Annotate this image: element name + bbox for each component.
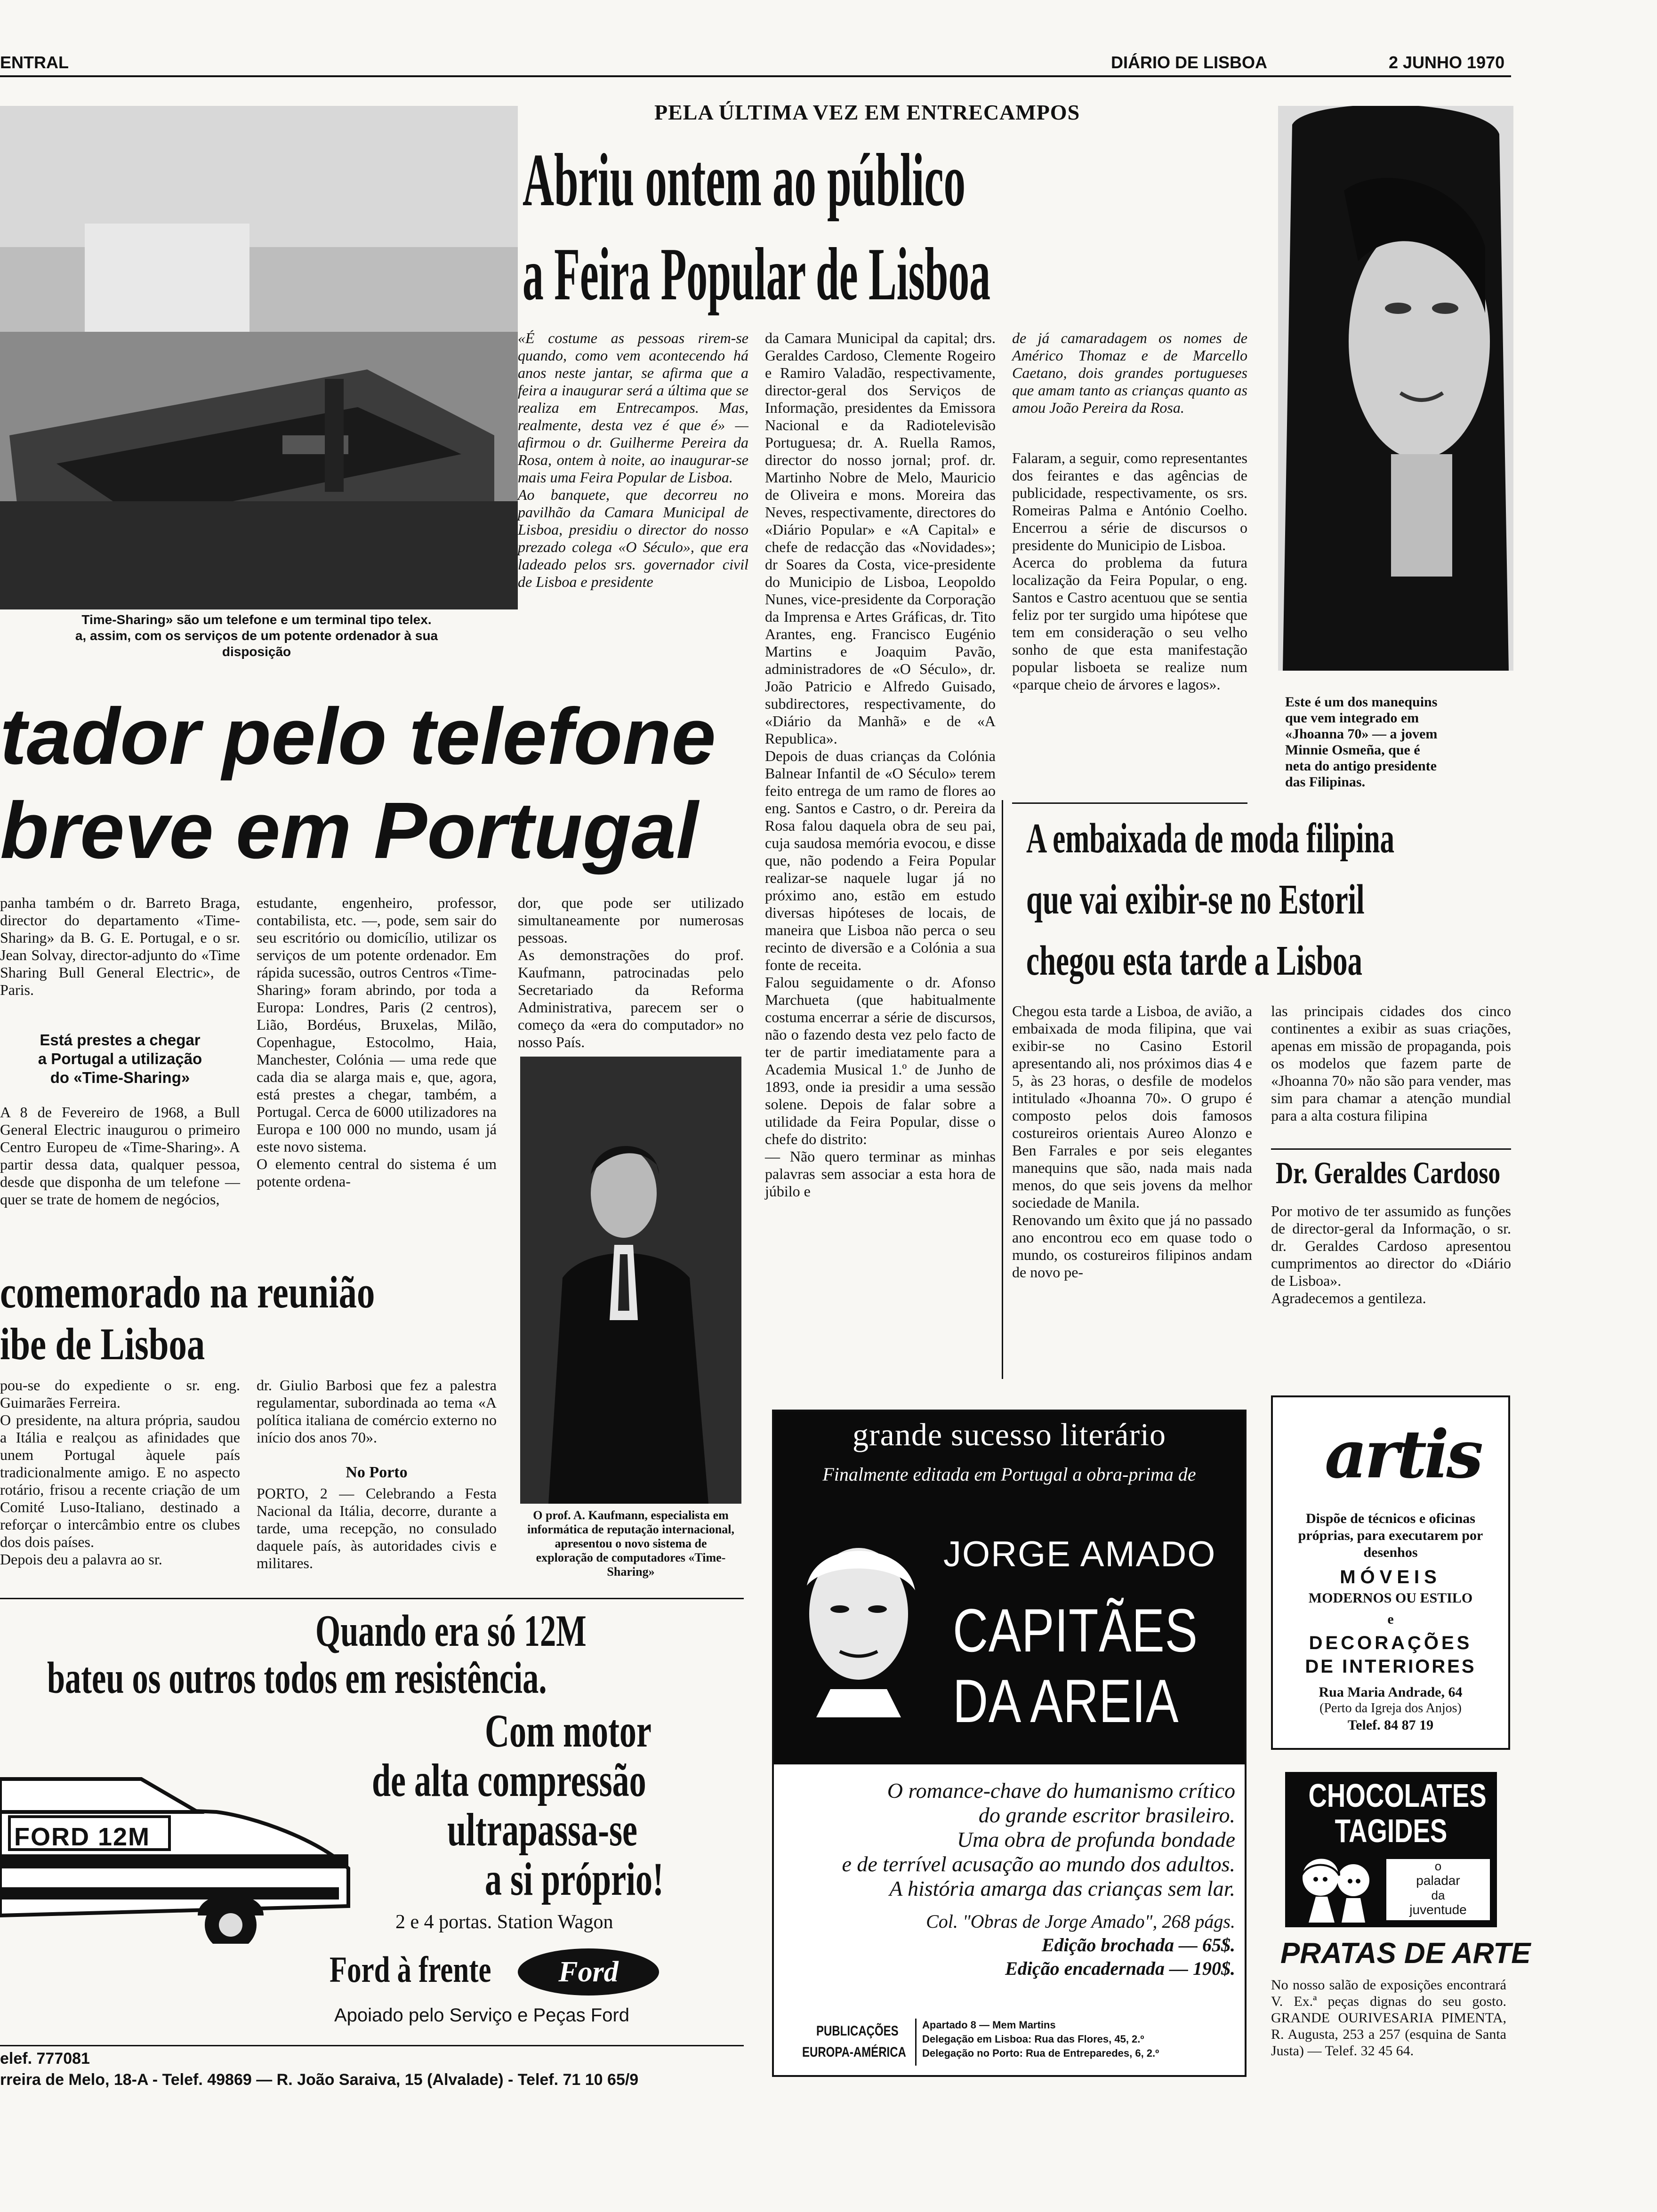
italia-col1: pou-se do expediente o sr. eng. Guimarães Ferreira. O presidente, na altura própria, saudou a Itália e realçou as afinidades que unem Portugal àquele país tradicionalmente amigo. E no aspecto rotário, frisou a recente criação de um Comité Luso-Italiano, destinado a reforçar o intercâmbio entre os clubes dos dois países. Depois deu a palavra ao sr. (0, 1377, 240, 1568)
ford-logo: Ford (518, 1948, 659, 1996)
choc-tagline-box (1386, 1859, 1490, 1920)
book-author: JORGE AMADO (943, 1534, 1216, 1574)
artis-near: (Perto da Igreja dos Anjos) (1319, 1701, 1462, 1715)
computador-col1b: A 8 de Fevereiro de 1968, a Bull General Electric inaugurou o primeiro Centro Europeu de «Time-Sharing». A partir dessa data, qualquer pessoa, desde que disponha de um telefone — quer se trate de homem de negócios, (0, 1104, 240, 1208)
porto-subhead: No Porto (346, 1464, 408, 1481)
book-title-1: CAPITÃES (953, 1596, 1198, 1665)
ford-versions: 2 e 4 portas. Station Wagon (395, 1911, 613, 1933)
filipina-top-rule (1012, 802, 1247, 804)
feira-col2: da Camara Municipal da capital; drs. Geraldes Cardoso, Clemente Rogeiro e Ramiro Valadão, respectivamente, director-geral dos Serviços de Informação, presidentes da Emissora Nacional e da Radiotelevisão Portuguesa; dr. A. Ruella Ramos, director do nosso jornal; prof. dr. Martinho Nobre de Melo, Mauricio de Oliveira e mons. Moreira das Neves, respectivamente, directores do «Diário Popular» e «A Capital» e chefe de redacção das «Novidades»; dr Soares da Costa, vice-presidente do Municipio de Lisboa, Leopoldo Nunes, vice-presidente da Corporação da Imprensa e Artes Gráficas, dr. Tito Arantes, eng. Francisco Eugénio Martins e Joaquim Pavão, administradores de «O Século», dr. João Patricio e Alfredo Guisado, subdirectores, respectivamente, do «Diário da Manhã» e de «A Republica». Depois de duas crianças da Colónia Balnear Infantil de «O Século» terem feito entrega de um ramo de flores ao eng. Santos e Castro, o dr. Pereira da Rosa falou daquela obra de seu pai, cuja saudosa memória evocou, e disse que, não podendo a Feira Popular realizar-se naquele lugar já no próximo ano, estão em estudo diversas hipóteses de locais, de maneira que Lisboa não perca o seu recinto de diversão e a Colónia a sua fonte de receita. Falou seguidamente o dr. Afonso Marchueta (que habitualmente costuma encerrar a série de discursos, não o fazendo desta vez pelo facto de ter de partir imediatamente para a Academia Musical 1.º de Junho de 1893, onde ia presidir a uma sessão solene. Depois de falar sobre a utilidade da Feira Popular, disse o chefe do distrito: — Não quero terminar as minhas palavras sem associar a esta hora de júbilo e (765, 329, 996, 1200)
filipina-headline: A embaixada de moda filipina (1026, 815, 1395, 862)
italia-headline-2: ibe de Lisboa (0, 1319, 205, 1369)
book-title-2: DA AREIA (953, 1667, 1179, 1735)
ford-ad (0, 1605, 744, 2099)
artis-logo: artis (1325, 1416, 1481, 1493)
feira-headline-2: a Feira Popular de Lisboa (523, 232, 990, 316)
computador-headline: tador pelo telefone (0, 692, 716, 781)
computador-col2: estudante, engenheiro, professor, contabilista, etc. —, pode, sem sair do seu escritório ou domicílio, utilizar os serviços de um potente ordenador. Em rápida sucessão, outros Centros «Time-Sharing» foram abrindo, por toda a Europa: Londres, Paris (2 centros), Lião, Bordéus, Bruxelas, Milão, Copenhague, Estocolmo, Haia, Manchester, Colónia — uma rede que cada dia se alarga mais e, que, agora, está prestes a chegar, também, a Portugal. Cerca de 6000 utilizadores na Europa e 100 000 no mundo, usam já este novo sistema. O elemento central do sistema é um potente ordena- (257, 894, 497, 1190)
publisher-address-2: Delegação em Lisboa: Rua das Flores, 45, 2.º (922, 2033, 1144, 2045)
ford-line2: bateu os outros todos em resistência. (47, 1653, 547, 1703)
ford-line5: ultrapassa-se (447, 1803, 638, 1856)
italia-col2b: PORTO, 2 — Celebrando a Festa Nacional da Itália, decorre, durante a tarde, uma recepção, no consulado daquele país, às autoridades civis e militares. (257, 1485, 497, 1571)
ford-slogan: Ford à frente (330, 1949, 491, 1990)
book-ad (772, 1410, 1247, 2077)
filipina-col2: las principais cidades dos cinco continentes a exibir as suas criações, apenas em missão de propaganda, pois os modelos que fazem parte de «Jhoanna 70» não são para vender, mas sim para chamar a atenção mundial para a alta costura filipina (1271, 1002, 1511, 1124)
feira-col3: Falaram, a seguir, como representantes dos feirantes e das agências de publicidade, respectivamente, os srs. Romeiras Palma e António Coelho. Encerrou a série de discursos o presidente do Municipio de Lisboa. Acerca do problema da futura localização da Feira Popular, o eng. Santos e Castro acentuou que se sentia feliz por ter surgido uma hipótese que tem em consideração o seu velho sonho de que esta manifestação popular lisboeta se realize num «parque cheio de árvores e lagos». (1012, 449, 1247, 693)
feira-col1: «É costume as pessoas rirem-se quando, como vem acontecendo há anos neste jantar, se afirma que a feira a inaugurar será a última que se realiza em Entrecampos. Mas, realmente, desta vez é que é» — afirmou o dr. Guilherme Pereira da Rosa, ontem à noite, ao inaugurar-se mais uma Feira Popular de Lisboa. Ao banquete, que decorreu no pavilhão da Camara Municipal de Lisboa, presidiu o director do nosso prezado colega «O Século», que era ladeado pelos srs. governador civil de Lisboa e presidente (518, 329, 748, 590)
chocolates-ad (1285, 1772, 1497, 1927)
photo-caption: Time-Sharing» são um telefone e um terminal tipo telex. a, assim, com os serviços de um potente ordenador à sua disposição (75, 612, 438, 659)
feira-col3-italic: de já camaradagem os nomes de Américo Thomaz e de Marcello Caetano, dois grandes portugueses que amam tanto as crianças quanto as amou João Pereira da Rosa. (1012, 329, 1247, 416)
pratas-text: No nosso salão de exposições encontrará V. Ex.ª peças dignas do seu gosto. GRANDE OURIVESARIA PIMENTA, R. Augusta, 253 a 257 (esquina de Santa Justa) — Telef. 32 45 64. (1271, 1977, 1506, 2059)
book-price-1: Edição brochada — 65$. (1041, 1934, 1235, 1956)
artis-moveis: MÓVEIS (1340, 1567, 1441, 1587)
italia-col2: dr. Giulio Barbosi que fez a palestra regulamentar, subordinada ao tema «A política italiana de comércio externo no início dos anos 70». (257, 1377, 497, 1446)
model-caption: Este é um dos manequins que vem integrado em «Jhoanna 70» — a jovem Minnie Osmeña, que é neta do antigo presidente das Filipinas. (1285, 694, 1438, 790)
author-portrait (788, 1520, 929, 1717)
feira-headline: Abriu ontem ao público (523, 138, 966, 222)
publisher-name-2: EUROPA-AMÉRICA (802, 2044, 906, 2060)
computador-col1a: panha também o dr. Barreto Braga, director do departamento «Time-Sharing» da B. G. E. Portugal, e o sr. Jean Solvay, director-adjunto do «Time Sharing Bull General Electric», de Paris. (0, 894, 240, 998)
column-rule (1002, 800, 1003, 1379)
ford-line1: Quando era só 12M (315, 1606, 587, 1656)
ford-rule (0, 2045, 744, 2046)
artis-style: MODERNOS OU ESTILO (1308, 1590, 1473, 1606)
kaufmann-caption: O prof. A. Kaufmann, especialista em informática de reputação internacional, apresentou o novo sistema de exploração de computadores «Time-Sharing» (527, 1508, 735, 1579)
choc-tag-2: paladar (1416, 1873, 1460, 1888)
cardoso-headline: Dr. Geraldes Cardoso (1276, 1156, 1501, 1190)
publisher-divider (915, 2019, 917, 2066)
artis-ad (1271, 1395, 1510, 1750)
header-rule (0, 75, 1511, 77)
page-date: 2 JUNHO 1970 (1389, 53, 1505, 72)
ford-support: Apoiado pelo Serviço e Peças Ford (334, 2005, 630, 2026)
italia-headline: comemorado na reunião (0, 1267, 375, 1317)
cardoso-rule (1271, 1148, 1511, 1150)
cardoso-text: Por motivo de ter assumido as funções de director-geral da Informação, o sr. dr. Geraldes Cardoso apresentou cumprimentos ao director do «Diário de Lisboa». Agradecemos a gentileza. (1271, 1202, 1511, 1306)
ford-dealer-address: rreira de Melo, 18-A - Telef. 49869 — R. João Saraiva, 15 (Alvalade) - Telef. 71 10 65/9 (0, 2071, 639, 2089)
artis-deco-1: DECORAÇÕES (1309, 1633, 1472, 1653)
ford-line4: de alta compressão (372, 1754, 646, 1806)
choc-line2: TAGIDES (1335, 1812, 1448, 1849)
filipina-headline-2: que vai exibir-se no Estoril (1026, 876, 1365, 923)
book-price-2: Edição encadernada — 190$. (1005, 1958, 1235, 1979)
choc-tag-4: juventude (1409, 1902, 1467, 1917)
artis-phone: Telef. 84 87 19 (1347, 1717, 1434, 1733)
pratas-title: PRATAS DE ARTE (1280, 1937, 1531, 1970)
book-collection: Col. "Obras de Jorge Amado", 268 págs. (926, 1911, 1235, 1932)
feira-kicker: PELA ÚLTIMA VEZ EM ENTRECAMPOS (654, 100, 1080, 124)
filipina-col1: Chegou esta tarde a Lisboa, de avião, a embaixada de moda filipina, que vai exibir-se no Casino Estoril apresentando ali, nos próximos dias 4 e 5, às 23 horas, o desfile de modelos intitulado «Jhoanna 70». O grupo é composto pelos dois famosos costureiros orientais Aureo Alonzo e Ben Farrales e por seis elegantes manequins que são, nada mais nada menos, do que seis jovens da melhor sociedade de Manila. Renovando um êxito que já no passado ano encontrou eco em quase todo o mundo, os costureiros filipinos andam de novo pe- (1012, 1002, 1252, 1281)
book-banner-text: grande sucesso literário (853, 1417, 1166, 1452)
book-blurb: O romance-chave do humanismo crítico do grande escritor brasileiro. Uma obra de profunda bondade e de terrível acusação ao mundo dos adultos. A história amarga das crianças sem lar. (842, 1779, 1235, 1900)
book-intro: Finalmente editada em Portugal a obra-prima de (822, 1464, 1196, 1485)
choc-tag-3: da (1431, 1888, 1445, 1902)
filipina-headline-3: chegou esta tarde a Lisboa (1026, 938, 1362, 984)
publisher-address-3: Delegação no Porto: Rua de Entreparedes, 6, 2.º (922, 2047, 1159, 2059)
ford-line3: Com motor (485, 1705, 652, 1757)
computador-col3: dor, que pode ser utilizado simultaneamente por numerosas pessoas. As demonstrações do prof. Kaufmann, patrocinadas pelo Secretariado da Reforma Administrativa, parecem ser o começo da «era do computador» no nosso País. (518, 894, 744, 1050)
artis-deco-2: DE INTERIORES (1305, 1656, 1476, 1677)
section-label: ENTRAL (0, 53, 69, 72)
publisher-name: PUBLICAÇÕES (816, 2023, 899, 2039)
choc-line1: CHOCOLATES (1308, 1777, 1487, 1814)
publisher-address-1: Apartado 8 — Mem Martins (922, 2019, 1056, 2031)
choc-tag-1: o (1434, 1859, 1442, 1873)
artis-address: Rua Maria Andrade, 64 (1319, 1684, 1463, 1700)
model-photo (1278, 106, 1513, 671)
children-illustration (1295, 1852, 1379, 1923)
kaufmann-photo (520, 1057, 741, 1504)
masthead: DIÁRIO DE LISBOA (1111, 53, 1268, 72)
artis-text: Dispõe de técnicos e oficinas próprias, para executarem por desenhos (1298, 1511, 1483, 1560)
computador-subhead: Está prestes a chegar a Portugal a utilização do «Time-Sharing» (38, 1031, 202, 1086)
teleprinter-photo (0, 106, 518, 609)
ford-line6: a si próprio! (485, 1853, 664, 1905)
section-rule (0, 1598, 744, 1599)
computador-headline-2: breve em Portugal (0, 786, 699, 875)
artis-and: e (1387, 1611, 1394, 1627)
ford-plate: FORD 12M (14, 1823, 151, 1851)
ford-dealer-phone: elef. 777081 (0, 2050, 90, 2068)
